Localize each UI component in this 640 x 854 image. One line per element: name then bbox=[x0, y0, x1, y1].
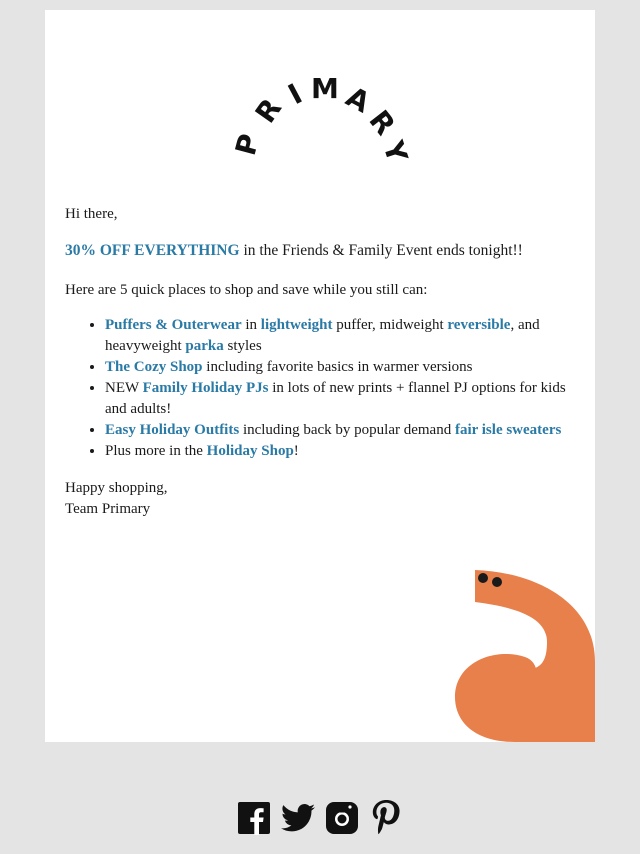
logo-letter-y: Y bbox=[376, 136, 414, 167]
primary-logo[interactable] bbox=[228, 65, 414, 175]
social-links bbox=[0, 800, 640, 840]
instagram-icon[interactable] bbox=[325, 800, 359, 836]
item-text: NEW bbox=[105, 380, 143, 396]
twitter-icon[interactable] bbox=[281, 800, 315, 836]
item-text: including back by popular demand bbox=[239, 422, 455, 438]
logo-letter-r2: R bbox=[362, 103, 402, 142]
email-card bbox=[45, 10, 595, 742]
item-text: styles bbox=[223, 338, 262, 354]
shop-list bbox=[65, 315, 575, 462]
item-text: Plus more in the bbox=[105, 443, 207, 459]
headline bbox=[65, 240, 575, 261]
item-text: in lots of new prints + flannel PJ options for kids and adults! bbox=[105, 380, 566, 417]
easy-holiday-outfits-link[interactable]: Easy Holiday Outfits bbox=[105, 422, 240, 438]
holiday-shop-link[interactable]: Holiday Shop bbox=[206, 443, 294, 459]
logo-letter-a: A bbox=[340, 80, 376, 120]
list-item bbox=[105, 441, 575, 462]
item-text: in bbox=[241, 317, 261, 333]
swirl-decoration-icon bbox=[455, 562, 595, 742]
signoff-line-2: Team Primary bbox=[65, 501, 151, 517]
item-text: including favorite basics in warmer versions bbox=[202, 359, 473, 375]
list-item bbox=[105, 315, 575, 357]
list-item bbox=[105, 378, 575, 420]
reversible-link[interactable]: reversible bbox=[447, 317, 511, 333]
cozy-shop-link[interactable]: The Cozy Shop bbox=[105, 359, 203, 375]
greeting: Hi there, bbox=[65, 206, 118, 222]
offer-link[interactable]: 30% OFF EVERYTHING bbox=[65, 242, 240, 259]
item-text: ! bbox=[293, 443, 299, 459]
email-body bbox=[65, 204, 575, 520]
fair-isle-sweaters-link[interactable]: fair isle sweaters bbox=[454, 422, 562, 438]
logo-letter-r: R bbox=[248, 92, 289, 130]
item-text: puffer, midweight bbox=[332, 317, 448, 333]
intro-text: Here are 5 quick places to shop and save while you still can: bbox=[65, 282, 428, 298]
list-item bbox=[105, 357, 575, 378]
signoff-line-1: Happy shopping, bbox=[65, 480, 168, 496]
facebook-icon[interactable] bbox=[237, 800, 271, 836]
headline-text: in the Friends & Family Event ends tonight!! bbox=[239, 242, 523, 259]
puffers-outerwear-link[interactable]: Puffers & Outerwear bbox=[105, 317, 242, 333]
list-item bbox=[105, 420, 575, 441]
family-holiday-pjs-link[interactable]: Family Holiday PJs bbox=[142, 380, 269, 396]
parka-link[interactable]: parka bbox=[185, 338, 224, 354]
logo-letter-p: P bbox=[228, 130, 267, 159]
item-text: , and heavyweight bbox=[105, 317, 540, 354]
logo-letter-m: M bbox=[311, 72, 339, 105]
lightweight-link[interactable]: lightweight bbox=[260, 317, 333, 333]
pinterest-icon[interactable] bbox=[369, 800, 403, 836]
logo-letter-i: I bbox=[282, 77, 308, 112]
